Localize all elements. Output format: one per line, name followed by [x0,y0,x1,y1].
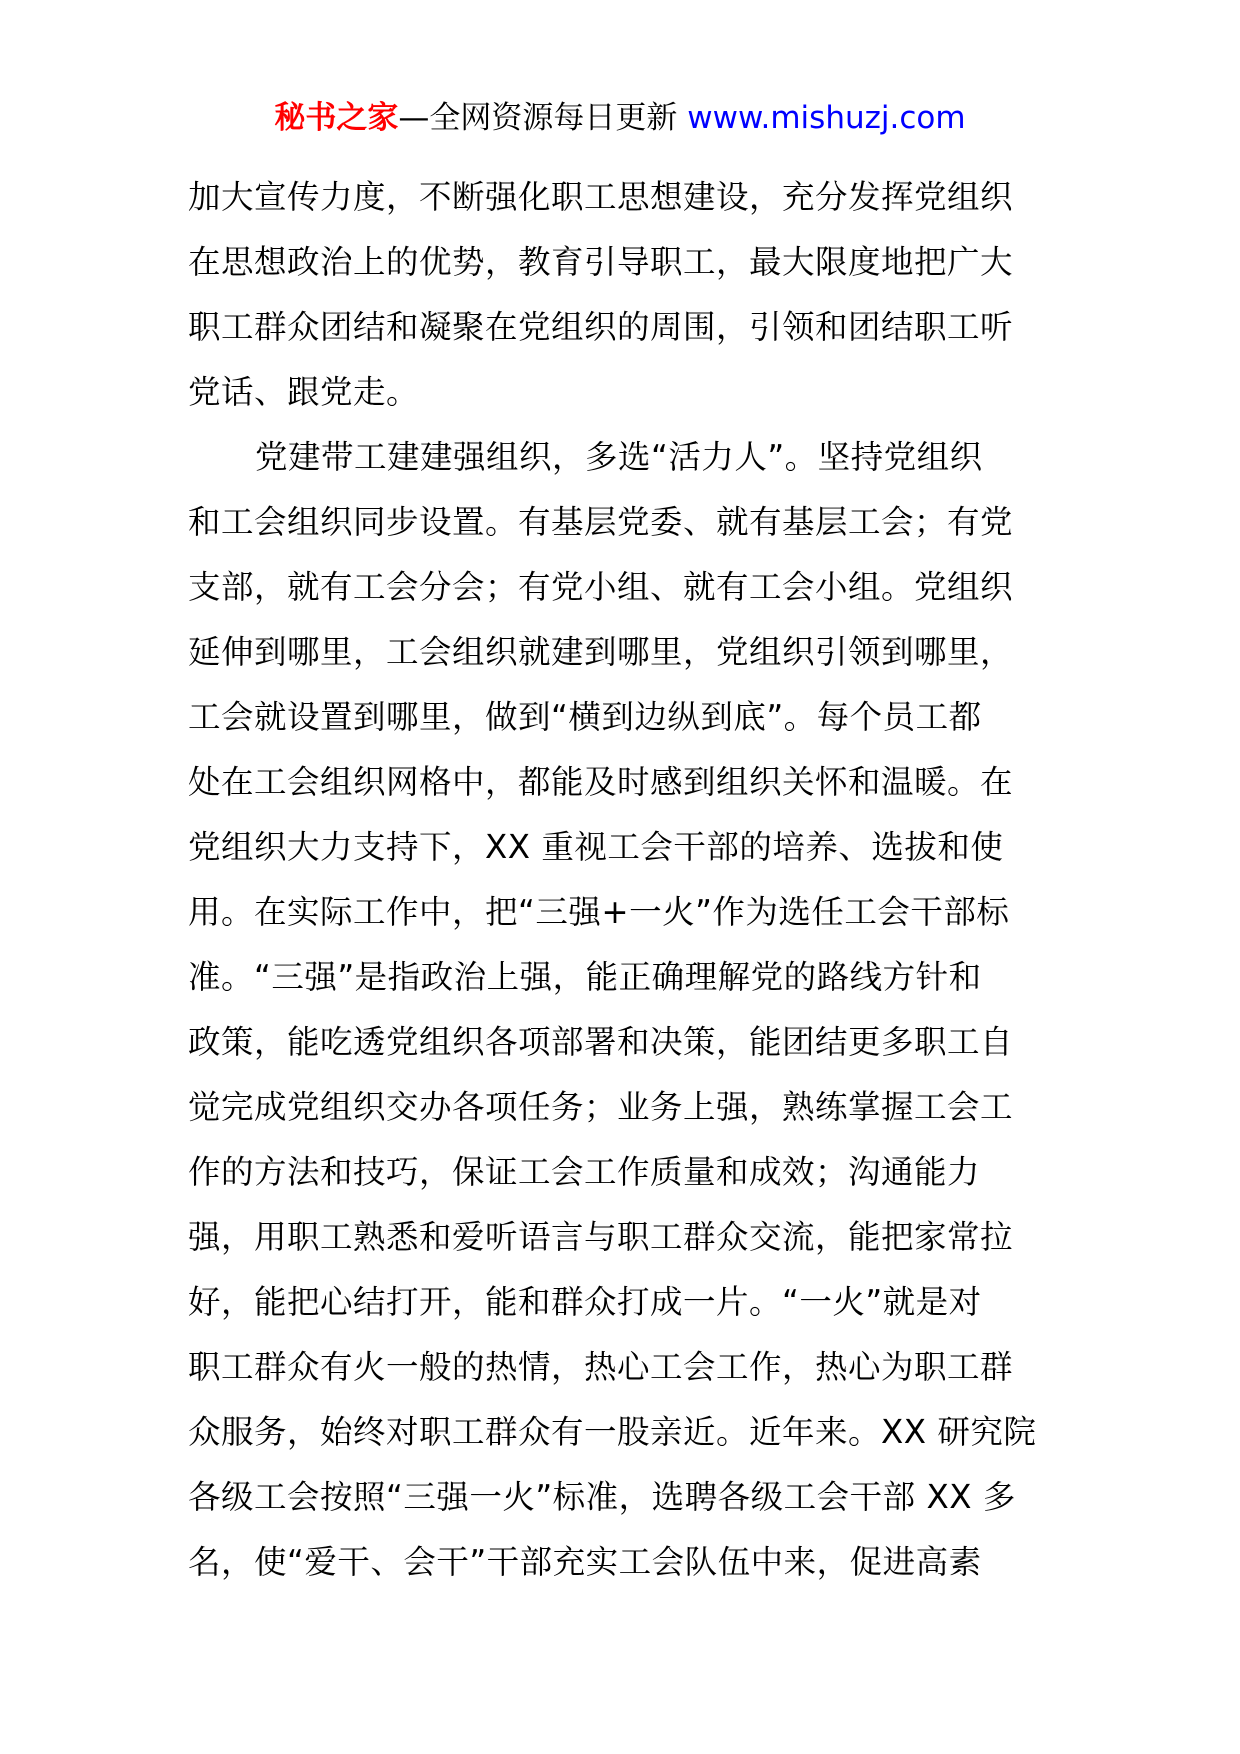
body-line: 在思想政治上的优势，教育引导职工，最大限度地把广大 [188,243,1014,281]
body-line: 处在工会组织网格中，都能及时感到组织关怀和温暖。在 [188,763,1014,801]
body-line: 政策，能吃透党组织各项部署和决策，能团结更多职工自 [188,1023,1014,1061]
body-line: 名，使“爱干、会干”干部充实工会队伍中来，促进高素 [188,1543,982,1581]
body-line: 工会就设置到哪里，做到“横到边纵到底”。每个员工都 [188,698,982,736]
body-line: 党组织大力支持下，XX 重视工会干部的培养、选拔和使 [188,828,1004,866]
document-body [188,165,1058,1595]
body-line: 职工群众团结和凝聚在党组织的周围，引领和团结职工听 [188,308,1014,346]
body-line: 准。“三强”是指政治上强，能正确理解党的路线方针和 [188,958,982,996]
paragraph-start-line: 党建带工建建强组织，多选“活力人”。坚持党组织 [255,438,983,476]
body-line: 延伸到哪里，工会组织就建到哪里，党组织引领到哪里， [188,633,1014,671]
brand-name: 秘书之家 [274,100,399,136]
watermark-header [0,98,1240,138]
body-line: 觉完成党组织交办各项任务；业务上强，熟练掌握工会工 [188,1088,1014,1126]
body-line: 强，用职工熟悉和爱听语言与职工群众交流，能把家常拉 [188,1218,1014,1256]
body-line: 党话、跟党走。 [188,373,420,411]
body-line: 众服务，始终对职工群众有一股亲近。近年来。XX 研究院 [188,1413,1037,1451]
body-line: 和工会组织同步设置。有基层党委、就有基层工会；有党 [188,503,1014,541]
slogan: —全网资源每日更新 [398,100,688,136]
body-line: 职工群众有火一般的热情，热心工会工作，热心为职工群 [188,1348,1014,1386]
body-line: 各级工会按照“三强一火”标准，选聘各级工会干部 XX 多 [188,1478,1016,1516]
body-line: 支部，就有工会分会；有党小组、就有工会小组。党组织 [188,568,1014,606]
site-url-link[interactable]: www.mishuzj.com [687,100,966,136]
body-line: 作的方法和技巧，保证工会工作质量和成效；沟通能力 [188,1153,981,1191]
body-line: 加大宣传力度，不断强化职工思想建设，充分发挥党组织 [188,178,1014,216]
body-line: 好，能把心结打开，能和群众打成一片。“一火”就是对 [188,1283,982,1321]
body-line: 用。在实际工作中，把“三强+一火”作为选任工会干部标 [188,893,1010,931]
